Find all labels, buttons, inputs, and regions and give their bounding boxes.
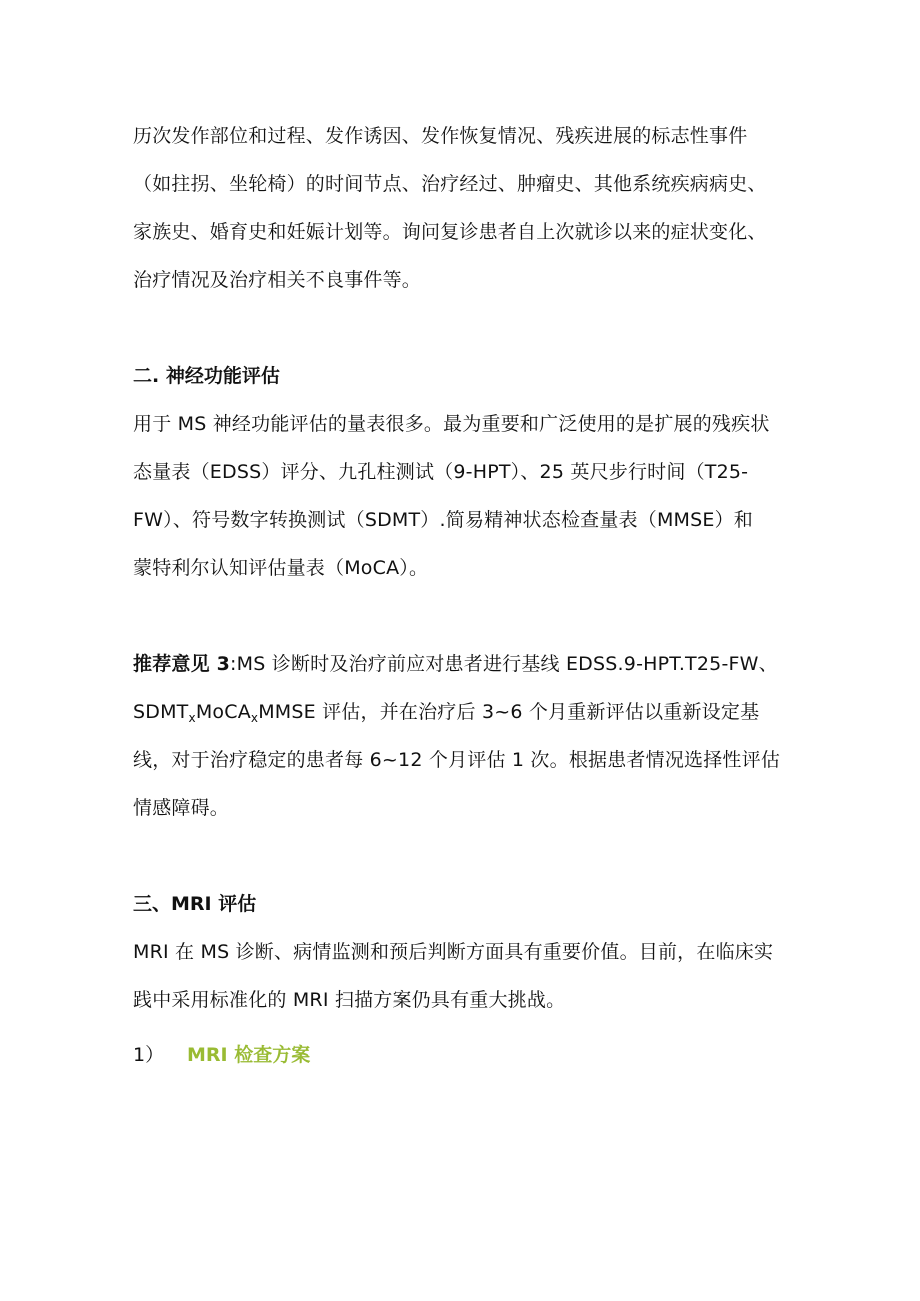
paragraph-line: 历次发作部位和过程、发作诱因、发作恢复情况、残疾进展的标志性事件 [133, 125, 748, 147]
recommendation-label: 推荐意见 3 [133, 653, 231, 675]
paragraph-line: 家族史、婚育史和妊娠计划等。询问复诊患者自上次就诊以来的症状变化、 [133, 221, 767, 243]
paragraph-line: （如拄拐、坐轮椅）的时间节点、治疗经过、肿瘤史、其他系统疾病病史、 [133, 173, 767, 195]
paragraph-line: 用于 MS 神经功能评估的量表很多。最为重要和广泛使用的是扩展的残疾状 [133, 413, 770, 435]
section-heading-mri-assessment: 三、MRI 评估 [133, 893, 257, 915]
paragraph-line: 治疗情况及治疗相关不良事件等。 [133, 269, 422, 291]
subsection-number: 1） [133, 1044, 165, 1066]
subsection-mri-protocol [133, 1031, 310, 1079]
paragraph-line: 情感障碍。 [133, 797, 230, 819]
recommendation-text: SDMT [133, 701, 189, 723]
neuro-assessment-paragraph [133, 400, 833, 592]
paragraph-line: 态量表（EDSS）评分、九孔柱测试（9-HPT）、25 英尺步行时间（T25- [133, 461, 749, 483]
paragraph-line: 线，对于治疗稳定的患者每 6~12 个月评估 1 次。根据患者情况选择性评估 [133, 749, 781, 771]
paragraph-line: FW）、符号数字转换测试（SDMT）.简易精神状态检查量表（MMSE）和 [133, 509, 753, 531]
paragraph-line [133, 688, 833, 736]
paragraph-line: 践中采用标准化的 MRI 扫描方案仍具有重大挑战。 [133, 989, 566, 1011]
history-paragraph [133, 112, 833, 304]
recommendation-text: MMSE 评估，并在治疗后 3~6 个月重新评估以重新设定基 [258, 701, 760, 723]
subscript: x [250, 711, 259, 725]
section-heading-neuro-assessment: 二. 神经功能评估 [133, 365, 280, 387]
subscript: x [188, 711, 196, 725]
recommendation-paragraph [133, 640, 833, 832]
paragraph-line [133, 640, 833, 688]
mri-assessment-paragraph [133, 928, 833, 1024]
recommendation-text: :MS 诊断时及治疗前应对患者进行基线 EDSS.9-HPT.T25-FW、 [230, 653, 778, 675]
subsection-title: MRI 检查方案 [187, 1044, 311, 1066]
recommendation-text: MoCA [195, 701, 251, 723]
paragraph-line: 蒙特利尔认知评估量表（MoCA）。 [133, 557, 429, 579]
paragraph-line: MRI 在 MS 诊断、病情监测和预后判断方面具有重要价值。目前，在临床实 [133, 941, 774, 963]
